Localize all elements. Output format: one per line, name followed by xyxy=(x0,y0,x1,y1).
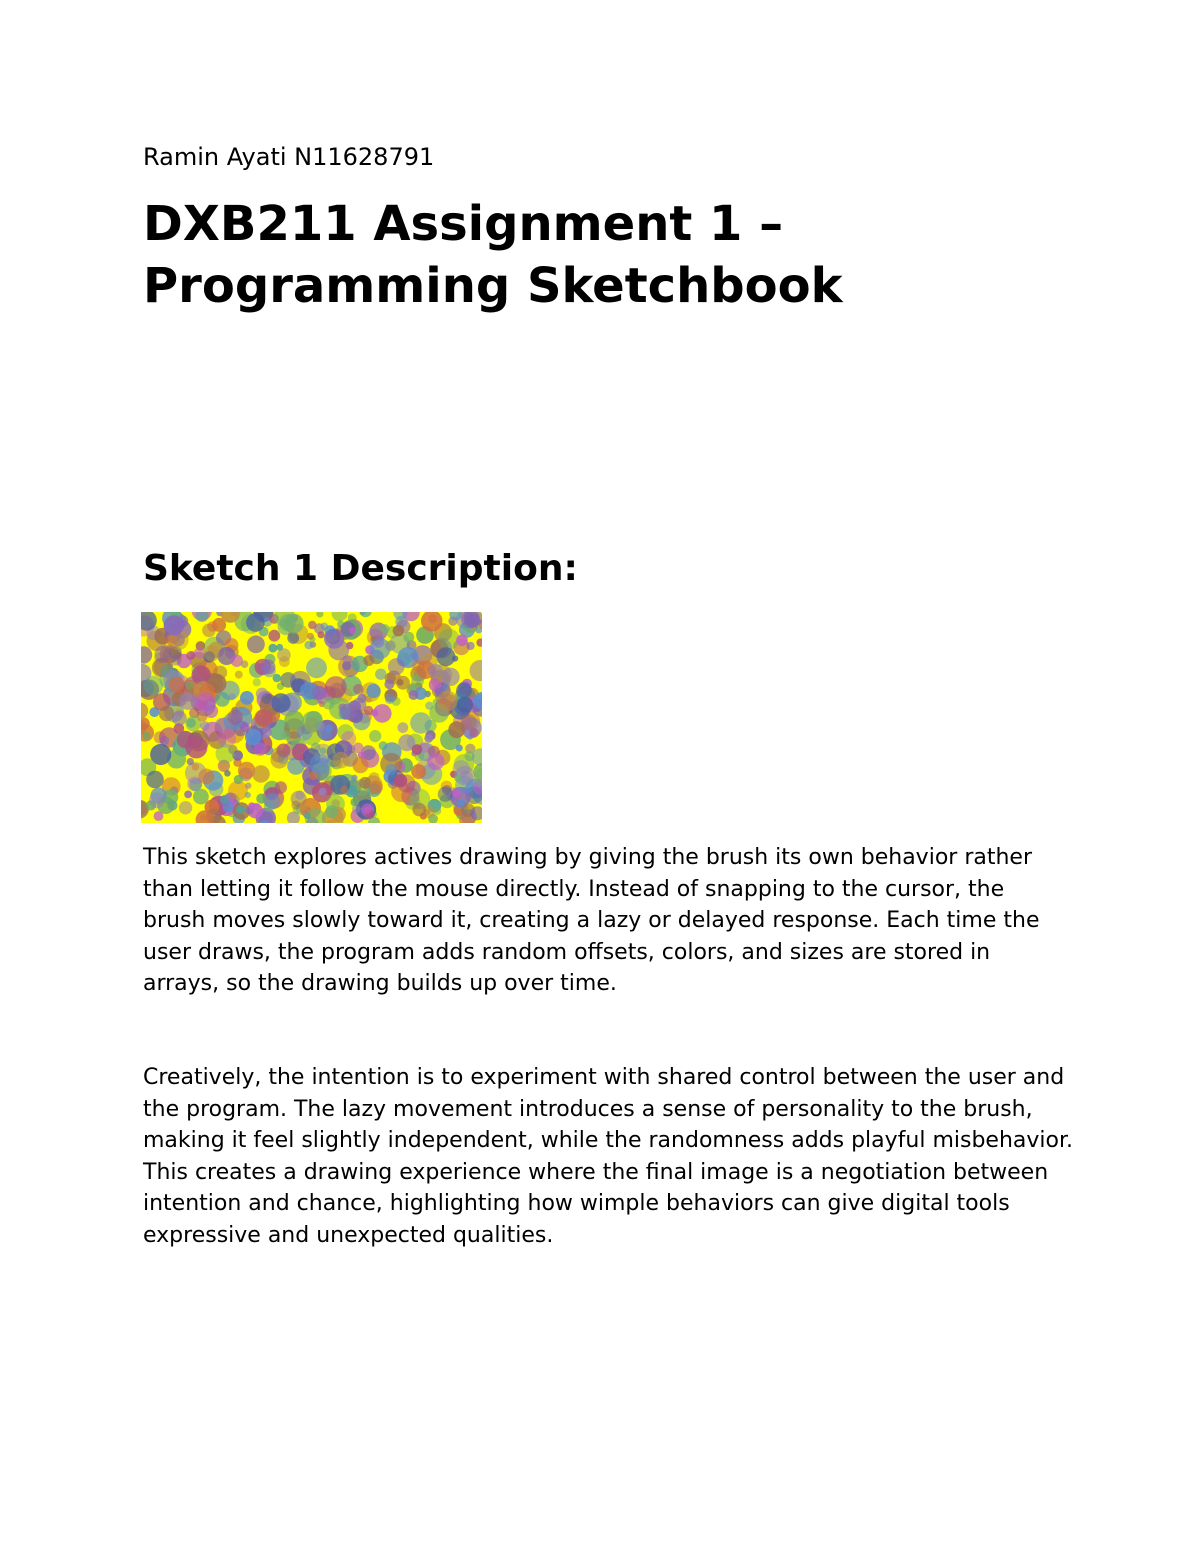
sketch-dot xyxy=(352,757,368,773)
sketch-dot xyxy=(306,657,327,678)
sketch-dot xyxy=(215,692,230,707)
sketch-dot xyxy=(403,632,414,643)
sketch-dot xyxy=(348,613,357,622)
sketch-dot xyxy=(412,660,424,672)
sketch-dot xyxy=(261,659,276,674)
sketch-dot xyxy=(448,721,465,738)
sketch-dot xyxy=(146,771,164,789)
sketch-dot xyxy=(454,774,461,781)
sketch-dot xyxy=(209,782,224,797)
sketch-dot xyxy=(198,769,214,785)
sketch-dot xyxy=(185,681,194,690)
sketch-dot xyxy=(353,743,364,754)
sketch-dot xyxy=(255,709,272,726)
sketch-dot xyxy=(291,801,300,810)
sketch-dot xyxy=(179,692,197,710)
sketch-dot xyxy=(412,744,423,755)
sketch-dot xyxy=(248,802,255,809)
sketch-dot xyxy=(186,651,195,660)
sketch-dot xyxy=(264,793,280,809)
sketch-dot xyxy=(319,788,327,796)
sketch-dot xyxy=(184,791,192,799)
sketch-dot xyxy=(394,774,407,787)
sketch-dot xyxy=(456,683,472,699)
sketch-dot xyxy=(379,741,388,750)
sketch-dot xyxy=(388,658,405,675)
sketch-dot xyxy=(295,791,304,800)
sketch-dot xyxy=(385,764,396,775)
sketch-screenshot xyxy=(141,612,482,823)
sketch-dot xyxy=(271,747,286,762)
sketch-dot xyxy=(412,803,426,817)
sketch-dot xyxy=(271,693,290,712)
sketch-dot xyxy=(281,731,290,740)
sketch-dot xyxy=(322,697,335,710)
sketch-dot xyxy=(164,615,184,635)
document-title-line-2: Programming Sketchbook xyxy=(143,258,843,314)
sketch-dot xyxy=(195,692,215,712)
sketch-dot xyxy=(302,711,322,731)
sketch-dot xyxy=(425,720,437,732)
sketch-dot xyxy=(369,781,383,795)
sketch-dot xyxy=(171,655,182,666)
sketch-dot xyxy=(325,629,340,644)
sketch-dot xyxy=(309,636,315,642)
sketch-dot xyxy=(384,679,394,689)
sketch-dot xyxy=(252,765,269,782)
sketch-dot xyxy=(424,734,433,743)
sketch-dot xyxy=(320,748,327,755)
sketch-dot xyxy=(436,647,455,666)
sketch-dot xyxy=(234,775,243,784)
sketch-dot xyxy=(155,646,172,663)
sketch-dot xyxy=(220,795,229,804)
sketch-dot xyxy=(364,806,372,814)
sketch-dot xyxy=(351,798,360,807)
sketch-dot xyxy=(149,792,165,808)
sketch-dot xyxy=(380,624,389,633)
sketch-dot xyxy=(168,676,184,692)
sketch-dot xyxy=(411,764,426,779)
sketch-dot xyxy=(343,655,352,664)
sketch-dot xyxy=(441,668,459,686)
sketch-dot xyxy=(325,676,347,698)
author-line: Ramin Ayati N11628791 xyxy=(143,143,435,171)
sketch-dot xyxy=(185,716,201,732)
sketch-dot xyxy=(385,694,395,704)
sketch-dot xyxy=(397,679,404,686)
sketch-dot xyxy=(287,632,299,644)
sketch-dot xyxy=(364,706,373,715)
sketch-dot xyxy=(207,621,218,632)
sketch-dot xyxy=(363,655,374,666)
document-title-line-1: DXB211 Assignment 1 – xyxy=(143,196,784,252)
sketch-dot xyxy=(299,803,307,811)
sketch-dot xyxy=(428,664,442,678)
sketch-dot xyxy=(245,783,251,789)
sketch-dot xyxy=(236,805,245,814)
sketch-dot xyxy=(185,736,207,758)
sketch-dot xyxy=(179,801,192,814)
sketch-dots-canvas xyxy=(141,612,482,823)
sketch-dot xyxy=(370,638,391,659)
sketch-dot xyxy=(247,635,265,653)
description-paragraph-1: This sketch explores actives drawing by giving the brush its own behavior rather than letting it follow the mouse directly. Instead of snapping to the cursor, the brush moves slowly toward it, creating a lazy or delayed response. Each time the user draws, the program adds random offsets, colors, and sizes are stored in arrays, so the drawing builds up over time. xyxy=(143,845,1040,996)
sketch-dot xyxy=(279,656,290,667)
sketch-dot xyxy=(349,627,356,634)
sketch-dot xyxy=(308,621,316,629)
sketch-dot xyxy=(245,792,251,798)
sketch-dot xyxy=(284,711,304,731)
sketch-dot xyxy=(231,655,243,667)
sketch-dot xyxy=(159,706,174,721)
sketch-dot xyxy=(193,789,209,805)
sketch-dot xyxy=(310,754,331,775)
sketch-dot xyxy=(457,697,473,713)
sketch-dot xyxy=(216,744,236,764)
sketch-dot xyxy=(203,645,219,661)
sketch-dot xyxy=(318,631,325,638)
sketch-dot xyxy=(456,745,463,752)
sketch-dot xyxy=(340,786,348,794)
section-heading: Sketch 1 Description: xyxy=(143,548,578,589)
sketch-dot xyxy=(312,686,326,700)
sketch-dot xyxy=(367,684,381,698)
sketch-dot xyxy=(375,669,386,680)
sketch-dot xyxy=(393,625,404,636)
sketch-dot xyxy=(409,690,419,700)
sketch-dot xyxy=(435,688,443,696)
description-paragraph-2: Creatively, the intention is to experiment with shared control between the user and the program. The lazy movement introduces a sense of personality to the brush, making it feel slightly independent, while the randomness adds playful misbehavior. This creates a drawing experience where the final image is a negotiation between intention and chance, highlighting how wimple behaviors can give digital tools expressive and unexpected qualities. xyxy=(143,1065,1074,1248)
sketch-dot xyxy=(246,613,265,632)
sketch-dot xyxy=(224,770,231,777)
sketch-dot xyxy=(397,722,408,733)
sketch-dot xyxy=(459,771,473,785)
sketch-dot xyxy=(142,732,150,740)
sketch-dot xyxy=(154,731,166,743)
sketch-dot xyxy=(283,614,303,634)
sketch-dot xyxy=(172,711,187,726)
sketch-dot xyxy=(200,721,210,731)
sketch-dot xyxy=(227,710,242,725)
sketch-dot xyxy=(187,758,194,765)
sketch-dot xyxy=(269,644,278,653)
sketch-dot xyxy=(438,787,453,802)
sketch-dot xyxy=(304,813,311,820)
sketch-dot xyxy=(192,763,199,770)
sketch-dot xyxy=(325,805,338,818)
sketch-dot xyxy=(333,752,350,769)
sketch-dot xyxy=(268,630,280,642)
document-title xyxy=(143,193,1103,317)
sketch-dot xyxy=(276,644,283,651)
sketch-dot xyxy=(369,730,381,742)
sketch-dot xyxy=(340,704,356,720)
sketch-dot xyxy=(240,691,254,705)
sketch-dot xyxy=(253,678,261,686)
sketch-dot xyxy=(452,789,461,798)
sketch-dot xyxy=(144,676,163,695)
sketch-dot xyxy=(235,671,243,679)
sketch-dot xyxy=(275,781,287,793)
sketch-dot xyxy=(475,626,482,633)
sketch-dot xyxy=(427,753,444,770)
sketch-dot xyxy=(353,684,364,695)
sketch-dot xyxy=(456,635,468,647)
